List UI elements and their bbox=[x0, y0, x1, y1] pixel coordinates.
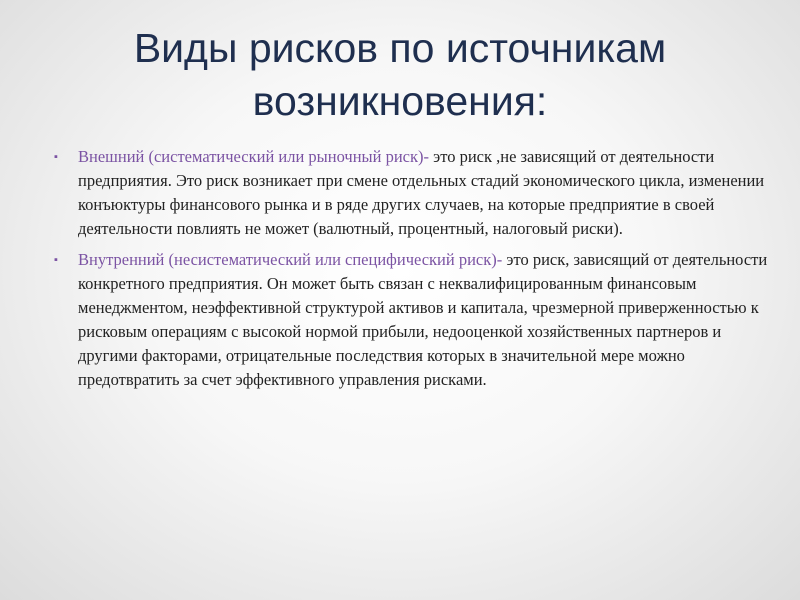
bullet-text-internal-risk: это риск, зависящий от деятельности конкретного предприятия. Он может быть связан с неквалифицированным финансовым менеджментом, неэффективной структурой активов и капитала, чрезмерной приверженностью к рисковым операциям с высокой нормой прибыли, недооценкой хозяйственных партнеров и другими факторами, отрицательные последствия которых в значительной мере можно предотвратить за счет эффективного управления рисками. bbox=[78, 250, 768, 389]
slide-title bbox=[40, 22, 760, 128]
bullet-item-external-risk bbox=[48, 145, 768, 241]
bullet-lead-internal-risk: Внутренний (несистематический или специфический риск)- bbox=[78, 250, 503, 269]
square-bullet-icon: ▪ bbox=[54, 151, 58, 163]
bullet-list bbox=[48, 145, 768, 399]
bullet-item-internal-risk bbox=[48, 248, 768, 392]
square-bullet-icon: ▪ bbox=[54, 254, 58, 266]
bullet-lead-external-risk: Внешний (систематический или рыночный риск)- bbox=[78, 147, 429, 166]
bullet-text-external-risk: это риск ,не зависящий от деятельности предприятия. Это риск возникает при смене отдельных стадий экономического цикла, изменении конъюктуры финансового рынка и в ряде других случаев, на которые предприятие в своей деятельности повлиять не может (валютный, процентный, налоговый риски). bbox=[78, 147, 765, 238]
slide-title-line-2: возникновения: bbox=[252, 78, 548, 124]
slide-title-line-1: Виды рисков по источникам bbox=[133, 25, 667, 71]
